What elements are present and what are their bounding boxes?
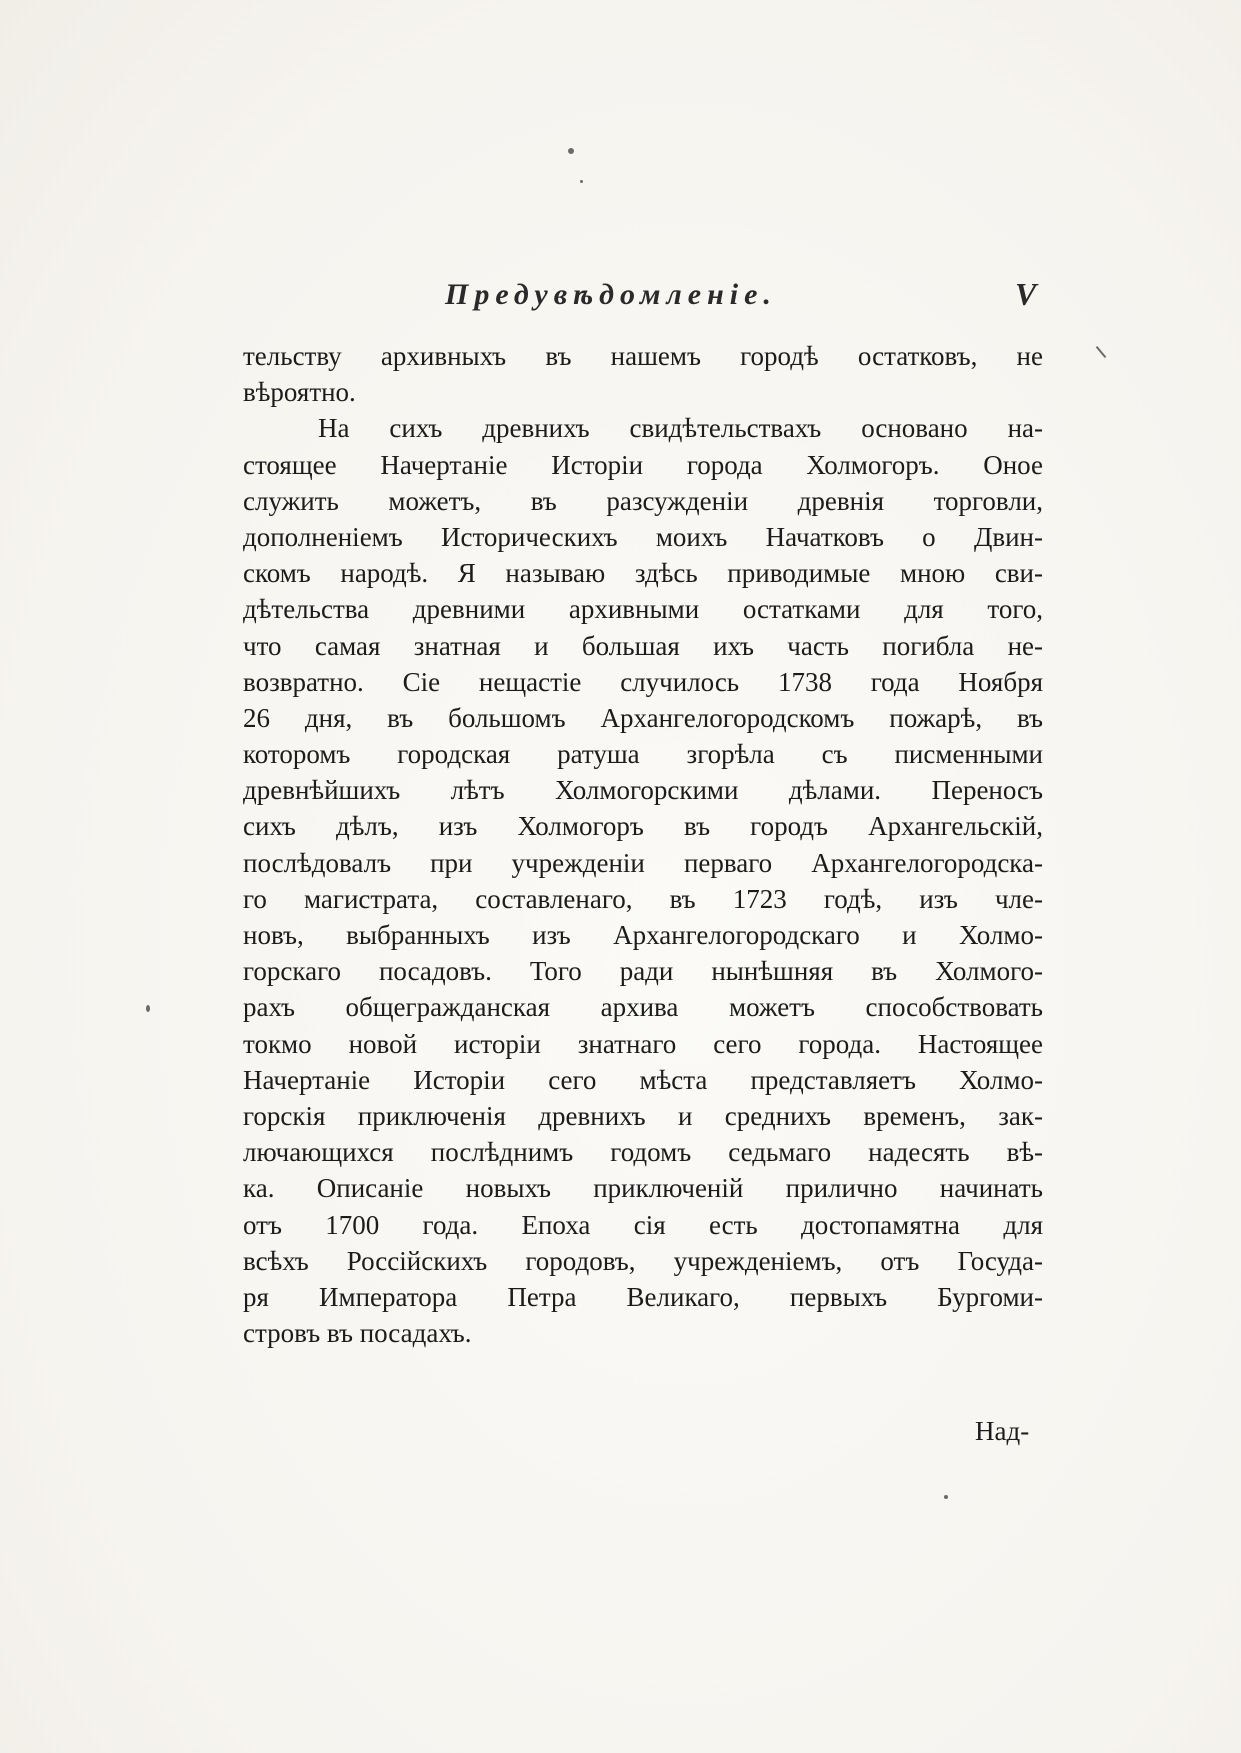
text-line: дѣтельства древними архивными остатками для того,: [243, 594, 1043, 625]
ink-speck: [146, 1005, 150, 1012]
catchword: Над-: [975, 1416, 1030, 1446]
text-line: послѣдовалъ при учрежденіи перваго Архангелогородска-: [243, 847, 1043, 878]
text-line: ка. Описаніе новыхъ приключеній прилично начинать: [243, 1173, 1043, 1204]
text-line: рахъ общегражданская архива можетъ способствовать: [243, 992, 1043, 1023]
page-number: V: [1015, 276, 1037, 312]
text-line: всѣхъ Россійскихъ городовъ, учрежденіемъ, отъ Госуда-: [243, 1245, 1043, 1276]
text-line: ря Императора Петра Великаго, первыхъ Бургоми-: [243, 1281, 1043, 1312]
text-line: лючающихся послѣднимъ годомъ седьмаго надесять вѣ-: [243, 1137, 1043, 1168]
ink-speck: [1096, 346, 1107, 358]
text-line: древнѣйшихъ лѣтъ Холмогорскими дѣлами. Переносъ: [243, 775, 1043, 806]
text-line: стоящее Начертаніе Исторіи города Холмогоръ. Оное: [243, 449, 1043, 480]
text-line: сихъ дѣлъ, изъ Холмогоръ въ городъ Архангельскій,: [243, 811, 1043, 842]
text-line: тельству архивныхъ въ нашемъ городѣ остатковъ, не: [243, 341, 1043, 371]
text-line: горскаго посадовъ. Того ради нынѣшняя въ Холмого-: [243, 956, 1043, 987]
text-line: Начертаніе Исторіи сего мѣста представляетъ Холмо-: [243, 1064, 1043, 1095]
text-line: стровъ въ посадахъ.: [243, 1318, 472, 1349]
text-line: служить можетъ, въ разсужденіи древнія торговли,: [243, 485, 1043, 516]
running-title: Предувѣдомленіе.: [445, 278, 777, 311]
ink-speck: [568, 148, 574, 154]
text-line: дополненіемъ Историческихъ моихъ Начатковъ о Двин-: [243, 521, 1043, 552]
text-line: вѣроятно.: [243, 377, 356, 408]
text-line: возвратно. Сіе нещастіе случилось 1738 года Ноября: [243, 666, 1043, 697]
ink-speck: [580, 180, 583, 183]
text-line: что самая знатная и большая ихъ часть погибла не-: [243, 630, 1043, 661]
text-line: горскія приключенія древнихъ и среднихъ временъ, зак-: [243, 1100, 1043, 1131]
text-line: токмо новой исторіи знатнаго сего города. Настоящее: [243, 1028, 1043, 1059]
text-line: На сихъ древнихъ свидѣтельствахъ основано на-: [318, 413, 1043, 444]
text-line: новъ, выбранныхъ изъ Архангелогородскаго и Холмо-: [243, 920, 1043, 950]
ink-speck: [944, 1495, 948, 1499]
text-line: отъ 1700 года. Епоха сія есть достопамятна для: [243, 1209, 1043, 1240]
text-line: скомъ народѣ. Я называю здѣсь приводимые мною сви-: [243, 558, 1043, 589]
text-line: го магистрата, составленаго, въ 1723 годѣ, изъ чле-: [243, 883, 1043, 914]
text-line: которомъ городская ратуша згорѣла съ писменными: [243, 739, 1043, 770]
text-line: 26 дня, въ большомъ Архангелогородскомъ пожарѣ, въ: [243, 702, 1043, 733]
body-text: [243, 338, 1043, 1351]
